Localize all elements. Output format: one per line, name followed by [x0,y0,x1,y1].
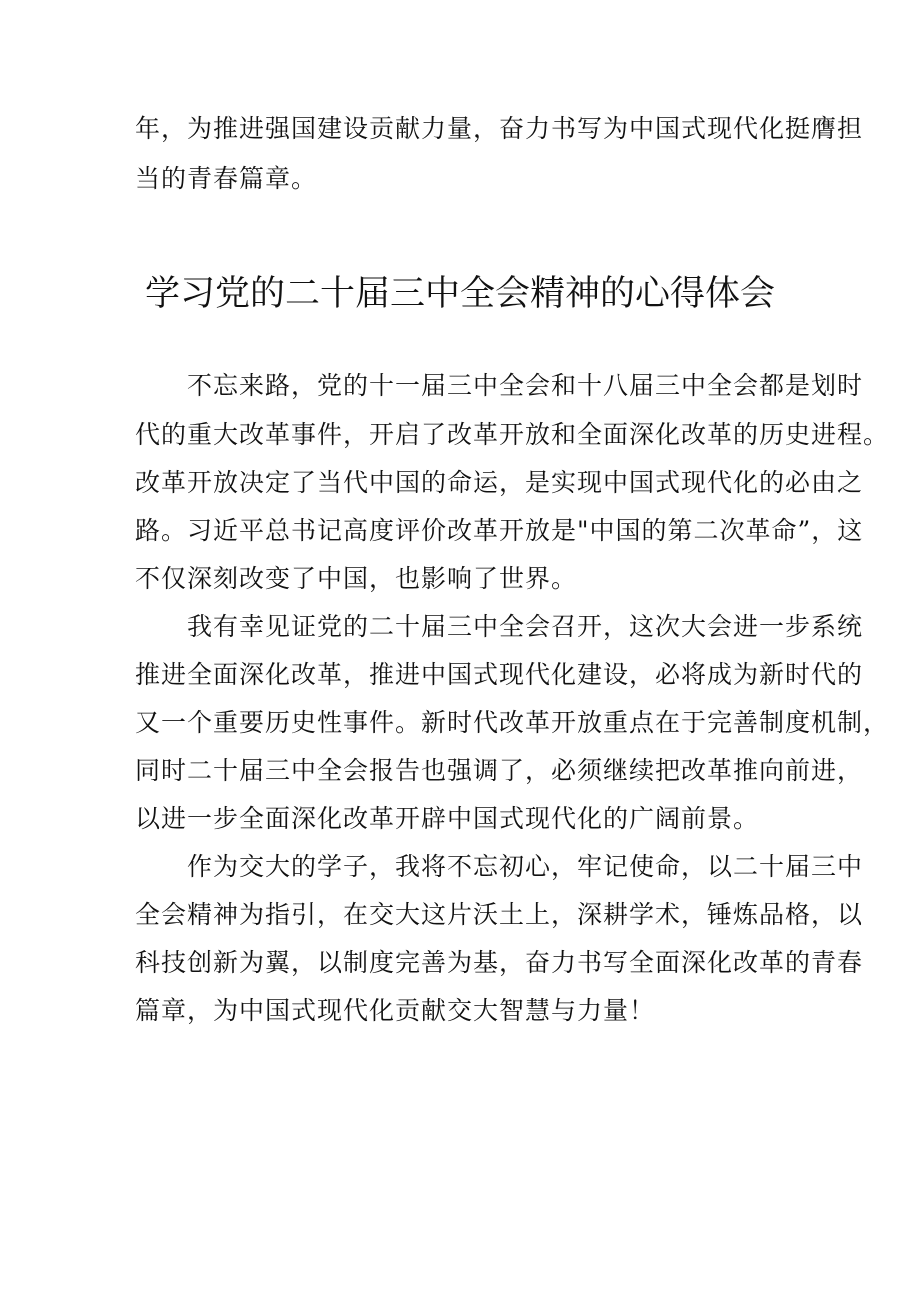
text-line: 科技创新为翼，以制度完善为基，奋力书写全面深化改革的青春 [135,948,864,977]
text-line: 篇章，为中国式现代化贡献交大智慧与力量！ [135,996,656,1025]
article-title: 学习党的二十届三中全会精神的心得体会 [144,274,775,314]
text-line: 当的青春篇章。 [135,164,318,193]
text-line: 全会精神为指引，在交大这片沃土上，深耕学术，锤炼品格，以 [135,900,864,929]
text-line: 代的重大改革事件，开启了改革开放和全面深化改革的历史进程。 [135,420,890,449]
text-line: 不仅深刻改变了中国，也影响了世界。 [135,564,578,593]
text-line: 同时二十届三中全会报告也强调了，必须继续把改革推向前进， [135,756,864,785]
text-line: 路。习近平总书记高度评价改革开放是"中国的第二次革命”，这 [135,516,864,545]
text-line: 改革开放决定了当代中国的命运，是实现中国式现代化的必由之 [135,468,864,497]
text-line: 年，为推进强国建设贡献力量，奋力书写为中国式现代化挺膺担 [135,114,864,143]
text-line: 作为交大的学子，我将不忘初心，牢记使命，以二十届三中 [135,852,864,881]
text-line: 又一个重要历史性事件。新时代改革开放重点在于完善制度机制， [135,708,890,737]
text-line: 推进全面深化改革，推进中国式现代化建设，必将成为新时代的 [135,660,864,689]
text-line: 以进一步全面深化改革开辟中国式现代化的广阔前景。 [135,804,760,833]
text-line: 不忘来路，党的十一届三中全会和十八届三中全会都是划时 [135,371,864,400]
text-line: 我有幸见证党的二十届三中全会召开，这次大会进一步系统 [135,612,864,641]
